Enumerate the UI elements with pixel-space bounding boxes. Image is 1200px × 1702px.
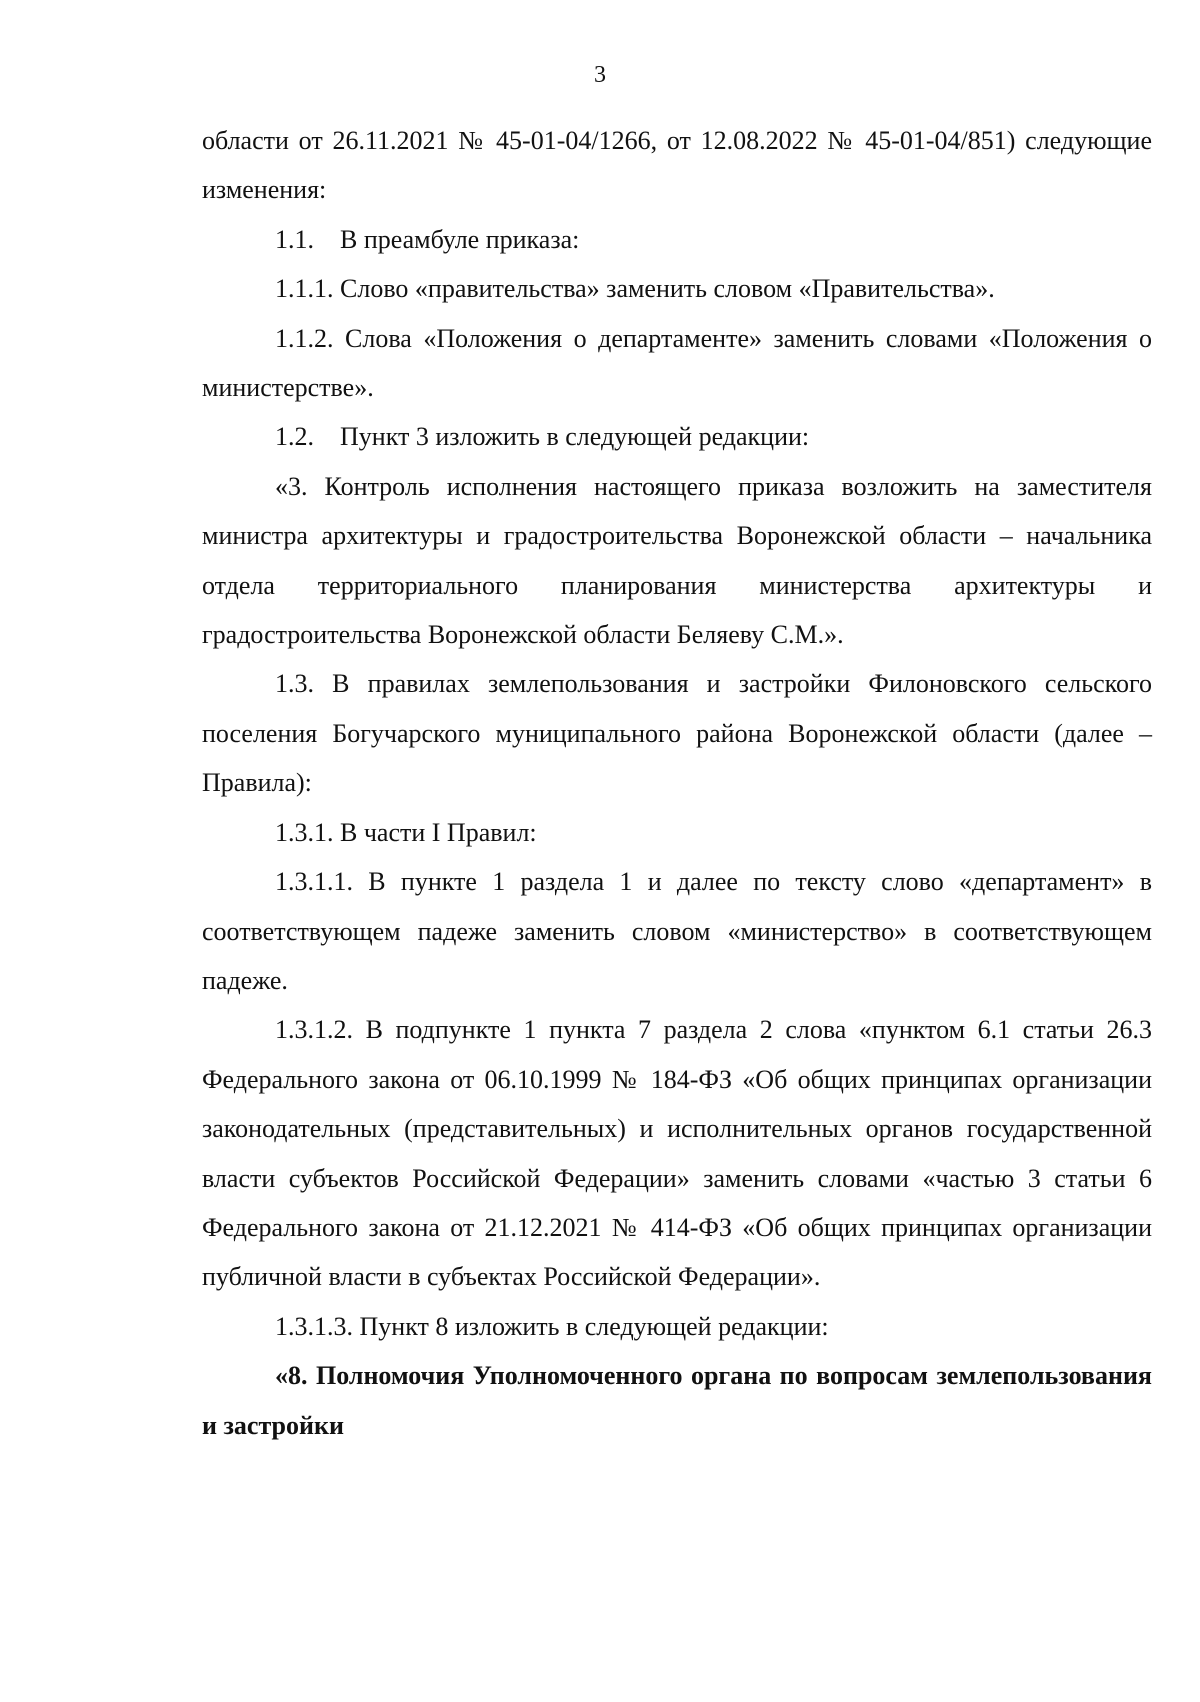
paragraph-item-1-3-1: 1.3.1. В части I Правил: — [275, 817, 537, 847]
paragraph-quote-3: «3. Контроль исполнения настоящего приказа возложить на заместителя министра архитектуры и градостроительства Воронежской области – начальника отдела территориального планирования министерства архитектуры и градостроительства Воронежской области Беляеву С.М.». — [202, 471, 1152, 650]
paragraph-item-1-3: 1.3. В правилах землепользования и застройки Филоновского сельского поселения Богучарского муниципального района Воронежской области (далее – Правила): — [202, 669, 1152, 798]
paragraph-item-1-1-1: 1.1.1. Слово «правительства» заменить словом «Правительства». — [275, 274, 995, 304]
paragraph-item-1-2: 1.2. Пункт 3 изложить в следующей редакции: — [275, 422, 810, 452]
paragraph-item-1-3-1-2: 1.3.1.2. В подпункте 1 пункта 7 раздела 2 слова «пунктом 6.1 статьи 26.3 Федерального закона от 06.10.1999 № 184-ФЗ «Об общих принципах организации законодательных (представительных) и исполнительных органов государственной власти субъектов Российской Федерации» заменить словами «частью 3 статьи 6 Федерального закона от 21.12.2021 № 414-ФЗ «Об общих принципах организации публичной власти в субъектах Российской Федерации». — [202, 1015, 1152, 1292]
document-body — [202, 116, 1152, 1450]
section-heading-8: «8. Полномочия Уполномоченного органа по вопросам землепользования и застройки — [202, 1361, 1152, 1440]
paragraph-item-1-3-1-3: 1.3.1.3. Пункт 8 изложить в следующей редакции: — [275, 1311, 829, 1341]
page-number: 3 — [594, 62, 606, 88]
paragraph-item-1-1: 1.1. В преамбуле приказа: — [275, 224, 580, 254]
paragraph-item-1-1-2: 1.1.2. Слова «Положения о департаменте» заменить словами «Положения о министерстве». — [202, 323, 1152, 403]
paragraph-item-1-3-1-1: 1.3.1.1. В пункте 1 раздела 1 и далее по тексту слово «департамент» в соответствующем падеже заменить словом «министерство» в соответствующем падеже. — [202, 867, 1152, 995]
paragraph-continuation: области от 26.11.2021 № 45-01-04/1266, от 12.08.2022 № 45-01-04/851) следующие изменения: — [202, 126, 1152, 205]
